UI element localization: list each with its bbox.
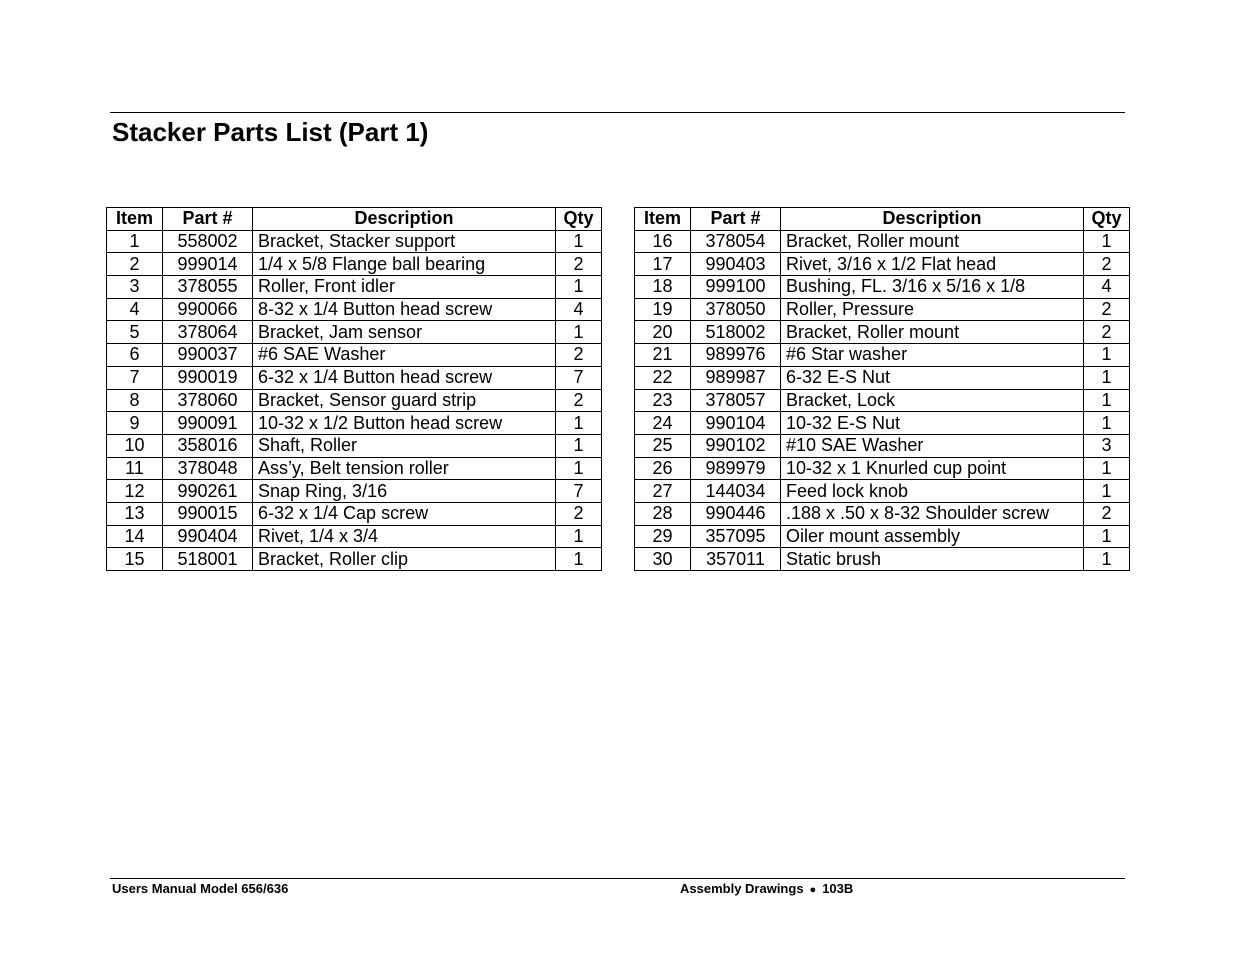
cell-item: 20 bbox=[635, 321, 691, 344]
cell-description: Bushing, FL. 3/16 x 5/16 x 1/8 bbox=[781, 276, 1084, 299]
cell-description: 6-32 x 1/4 Cap screw bbox=[253, 502, 556, 525]
cell-description: 6-32 x 1/4 Button head screw bbox=[253, 366, 556, 389]
cell-qty: 1 bbox=[1084, 366, 1130, 389]
cell-item: 21 bbox=[635, 344, 691, 367]
table-row bbox=[635, 502, 1130, 525]
cell-qty: 4 bbox=[556, 298, 602, 321]
table-header-row bbox=[107, 208, 602, 231]
cell-item: 11 bbox=[107, 457, 163, 480]
cell-part-number: 378064 bbox=[163, 321, 253, 344]
cell-qty: 2 bbox=[556, 344, 602, 367]
cell-qty: 7 bbox=[556, 480, 602, 503]
parts-table-left bbox=[106, 207, 602, 571]
cell-qty: 1 bbox=[556, 548, 602, 571]
cell-item: 19 bbox=[635, 298, 691, 321]
table-header-row bbox=[635, 208, 1130, 231]
cell-part-number: 990104 bbox=[691, 412, 781, 435]
cell-part-number: 990091 bbox=[163, 412, 253, 435]
cell-qty: 2 bbox=[1084, 321, 1130, 344]
cell-item: 12 bbox=[107, 480, 163, 503]
cell-part-number: 558002 bbox=[163, 230, 253, 253]
cell-item: 8 bbox=[107, 389, 163, 412]
cell-description: Ass’y, Belt tension roller bbox=[253, 457, 556, 480]
table-row bbox=[635, 389, 1130, 412]
cell-qty: 2 bbox=[556, 502, 602, 525]
table-row bbox=[107, 525, 602, 548]
table-row bbox=[635, 321, 1130, 344]
cell-part-number: 378050 bbox=[691, 298, 781, 321]
cell-item: 2 bbox=[107, 253, 163, 276]
cell-qty: 2 bbox=[1084, 502, 1130, 525]
cell-item: 10 bbox=[107, 434, 163, 457]
cell-description: Bracket, Roller mount bbox=[781, 230, 1084, 253]
page-title: Stacker Parts List (Part 1) bbox=[112, 117, 429, 147]
cell-part-number: 989976 bbox=[691, 344, 781, 367]
table-row bbox=[107, 344, 602, 367]
table-row bbox=[635, 480, 1130, 503]
cell-description: 10-32 x 1 Knurled cup point bbox=[781, 457, 1084, 480]
cell-part-number: 990015 bbox=[163, 502, 253, 525]
table-row bbox=[107, 389, 602, 412]
cell-description: Bracket, Jam sensor bbox=[253, 321, 556, 344]
cell-item: 17 bbox=[635, 253, 691, 276]
cell-part-number: 357095 bbox=[691, 525, 781, 548]
table-row bbox=[107, 457, 602, 480]
footer-bullet-icon: ● bbox=[809, 884, 817, 896]
cell-qty: 1 bbox=[1084, 525, 1130, 548]
table-row bbox=[635, 230, 1130, 253]
table-row bbox=[107, 321, 602, 344]
cell-description: 10-32 E-S Nut bbox=[781, 412, 1084, 435]
cell-item: 25 bbox=[635, 434, 691, 457]
table-row bbox=[635, 434, 1130, 457]
cell-description: Rivet, 1/4 x 3/4 bbox=[253, 525, 556, 548]
table-row bbox=[107, 366, 602, 389]
cell-description: Bracket, Sensor guard strip bbox=[253, 389, 556, 412]
cell-item: 6 bbox=[107, 344, 163, 367]
column-header-part: Part # bbox=[163, 208, 253, 231]
cell-part-number: 990404 bbox=[163, 525, 253, 548]
footer-page-info bbox=[680, 881, 853, 896]
cell-description: #6 Star washer bbox=[781, 344, 1084, 367]
cell-qty: 4 bbox=[1084, 276, 1130, 299]
cell-description: Snap Ring, 3/16 bbox=[253, 480, 556, 503]
table-row bbox=[107, 434, 602, 457]
table-row bbox=[107, 480, 602, 503]
cell-item: 23 bbox=[635, 389, 691, 412]
cell-description: Bracket, Lock bbox=[781, 389, 1084, 412]
table-row bbox=[635, 457, 1130, 480]
cell-qty: 1 bbox=[556, 525, 602, 548]
table-row bbox=[635, 253, 1130, 276]
cell-qty: 1 bbox=[1084, 230, 1130, 253]
cell-part-number: 990261 bbox=[163, 480, 253, 503]
cell-item: 29 bbox=[635, 525, 691, 548]
cell-part-number: 999100 bbox=[691, 276, 781, 299]
cell-qty: 1 bbox=[556, 434, 602, 457]
cell-description: Roller, Front idler bbox=[253, 276, 556, 299]
cell-item: 1 bbox=[107, 230, 163, 253]
cell-item: 22 bbox=[635, 366, 691, 389]
cell-description: Feed lock knob bbox=[781, 480, 1084, 503]
table-row bbox=[635, 412, 1130, 435]
footer-rule bbox=[110, 878, 1125, 879]
cell-qty: 2 bbox=[556, 389, 602, 412]
cell-qty: 1 bbox=[556, 230, 602, 253]
cell-part-number: 518002 bbox=[691, 321, 781, 344]
cell-item: 4 bbox=[107, 298, 163, 321]
cell-qty: 7 bbox=[556, 366, 602, 389]
cell-description: Rivet, 3/16 x 1/2 Flat head bbox=[781, 253, 1084, 276]
cell-item: 5 bbox=[107, 321, 163, 344]
column-header-qty: Qty bbox=[1084, 208, 1130, 231]
cell-qty: 1 bbox=[1084, 548, 1130, 571]
cell-qty: 1 bbox=[1084, 344, 1130, 367]
cell-description: 1/4 x 5/8 Flange ball bearing bbox=[253, 253, 556, 276]
cell-qty: 1 bbox=[556, 321, 602, 344]
cell-part-number: 990403 bbox=[691, 253, 781, 276]
cell-qty: 1 bbox=[1084, 480, 1130, 503]
cell-qty: 1 bbox=[556, 457, 602, 480]
cell-part-number: 378055 bbox=[163, 276, 253, 299]
cell-description: .188 x .50 x 8-32 Shoulder screw bbox=[781, 502, 1084, 525]
column-header-description: Description bbox=[781, 208, 1084, 231]
cell-qty: 1 bbox=[1084, 389, 1130, 412]
cell-item: 15 bbox=[107, 548, 163, 571]
cell-part-number: 518001 bbox=[163, 548, 253, 571]
cell-part-number: 990446 bbox=[691, 502, 781, 525]
cell-part-number: 358016 bbox=[163, 434, 253, 457]
cell-description: Static brush bbox=[781, 548, 1084, 571]
cell-part-number: 357011 bbox=[691, 548, 781, 571]
cell-part-number: 999014 bbox=[163, 253, 253, 276]
table-row bbox=[107, 298, 602, 321]
cell-item: 28 bbox=[635, 502, 691, 525]
cell-description: Roller, Pressure bbox=[781, 298, 1084, 321]
cell-description: Shaft, Roller bbox=[253, 434, 556, 457]
cell-description: Oiler mount assembly bbox=[781, 525, 1084, 548]
cell-description: #6 SAE Washer bbox=[253, 344, 556, 367]
cell-qty: 1 bbox=[1084, 457, 1130, 480]
header-rule bbox=[110, 112, 1125, 113]
parts-table-right-body bbox=[635, 230, 1130, 570]
cell-item: 16 bbox=[635, 230, 691, 253]
cell-part-number: 989979 bbox=[691, 457, 781, 480]
cell-qty: 1 bbox=[556, 276, 602, 299]
cell-qty: 3 bbox=[1084, 434, 1130, 457]
cell-description: #10 SAE Washer bbox=[781, 434, 1084, 457]
cell-description: 6-32 E-S Nut bbox=[781, 366, 1084, 389]
column-header-item: Item bbox=[107, 208, 163, 231]
cell-part-number: 990102 bbox=[691, 434, 781, 457]
cell-item: 7 bbox=[107, 366, 163, 389]
footer-section: Assembly Drawings bbox=[680, 881, 804, 896]
cell-item: 9 bbox=[107, 412, 163, 435]
footer-page-number: 103B bbox=[822, 881, 854, 896]
cell-description: 8-32 x 1/4 Button head screw bbox=[253, 298, 556, 321]
cell-part-number: 378057 bbox=[691, 389, 781, 412]
cell-part-number: 990019 bbox=[163, 366, 253, 389]
cell-qty: 1 bbox=[556, 412, 602, 435]
table-row bbox=[635, 525, 1130, 548]
cell-qty: 2 bbox=[1084, 298, 1130, 321]
cell-item: 13 bbox=[107, 502, 163, 525]
table-row bbox=[107, 548, 602, 571]
cell-item: 18 bbox=[635, 276, 691, 299]
table-row bbox=[635, 298, 1130, 321]
cell-description: 10-32 x 1/2 Button head screw bbox=[253, 412, 556, 435]
cell-part-number: 990037 bbox=[163, 344, 253, 367]
cell-description: Bracket, Stacker support bbox=[253, 230, 556, 253]
cell-part-number: 378048 bbox=[163, 457, 253, 480]
cell-item: 27 bbox=[635, 480, 691, 503]
table-row bbox=[107, 276, 602, 299]
table-row bbox=[107, 230, 602, 253]
cell-qty: 1 bbox=[1084, 412, 1130, 435]
table-row bbox=[107, 502, 602, 525]
table-row bbox=[107, 412, 602, 435]
cell-description: Bracket, Roller mount bbox=[781, 321, 1084, 344]
column-header-description: Description bbox=[253, 208, 556, 231]
footer-manual-title: Users Manual Model 656/636 bbox=[112, 881, 289, 896]
cell-part-number: 144034 bbox=[691, 480, 781, 503]
column-header-part: Part # bbox=[691, 208, 781, 231]
column-header-item: Item bbox=[635, 208, 691, 231]
cell-item: 24 bbox=[635, 412, 691, 435]
parts-table-right bbox=[634, 207, 1130, 571]
parts-table-left-body bbox=[107, 230, 602, 570]
cell-item: 30 bbox=[635, 548, 691, 571]
table-row bbox=[107, 253, 602, 276]
column-header-qty: Qty bbox=[556, 208, 602, 231]
cell-item: 14 bbox=[107, 525, 163, 548]
cell-part-number: 378060 bbox=[163, 389, 253, 412]
cell-description: Bracket, Roller clip bbox=[253, 548, 556, 571]
table-row bbox=[635, 548, 1130, 571]
cell-part-number: 378054 bbox=[691, 230, 781, 253]
cell-qty: 2 bbox=[1084, 253, 1130, 276]
cell-item: 3 bbox=[107, 276, 163, 299]
cell-qty: 2 bbox=[556, 253, 602, 276]
cell-part-number: 989987 bbox=[691, 366, 781, 389]
table-row bbox=[635, 366, 1130, 389]
table-row bbox=[635, 344, 1130, 367]
cell-part-number: 990066 bbox=[163, 298, 253, 321]
table-row bbox=[635, 276, 1130, 299]
cell-item: 26 bbox=[635, 457, 691, 480]
